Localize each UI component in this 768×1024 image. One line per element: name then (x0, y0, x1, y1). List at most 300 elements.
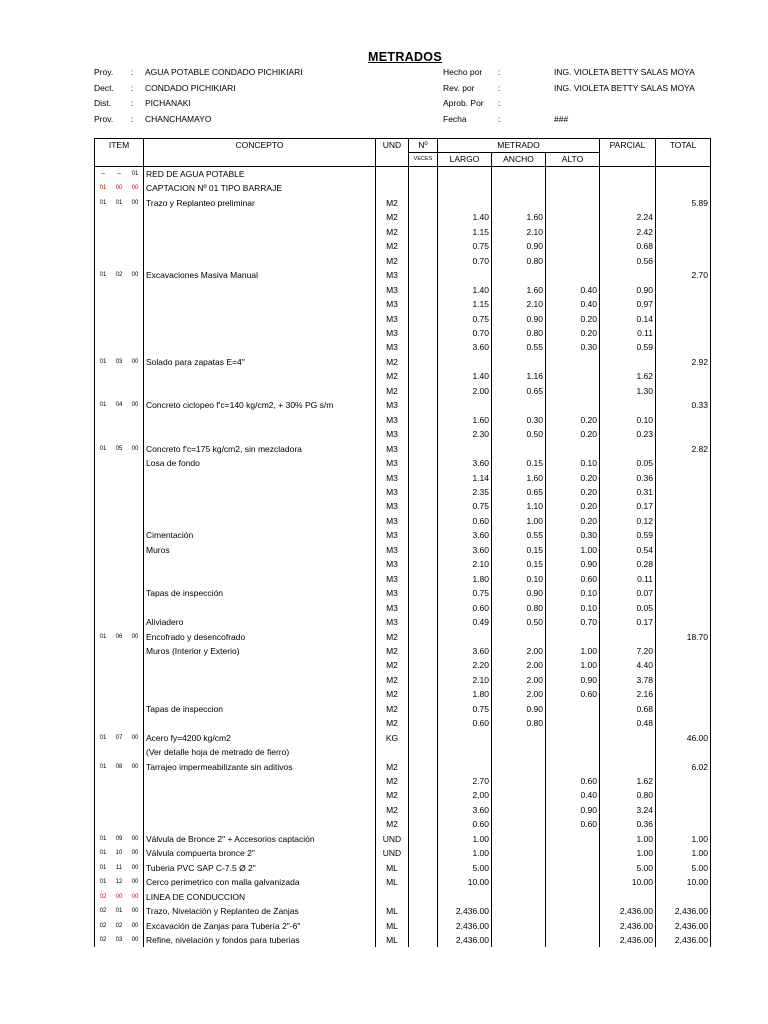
table-row (95, 644, 711, 658)
item-code (95, 658, 144, 672)
table-row (95, 543, 711, 557)
alto-cell: 0.20 (546, 485, 600, 499)
veces-cell (409, 630, 438, 644)
item-code-part: 02 (99, 893, 107, 900)
ancho-cell: 0.15 (492, 543, 546, 557)
alto-cell (546, 196, 600, 210)
veces-cell (409, 528, 438, 542)
total-cell: 5.89 (656, 196, 711, 210)
item-code-part: 10 (115, 850, 123, 857)
concepto-cell (144, 210, 376, 224)
total-cell (656, 803, 711, 817)
concepto-cell (144, 427, 376, 441)
item-code-part: 00 (131, 734, 139, 741)
item-code (95, 817, 144, 831)
veces-cell (409, 239, 438, 253)
und-cell: KG (376, 731, 409, 745)
total-cell (656, 745, 711, 759)
ancho-cell: 2.00 (492, 658, 546, 672)
parcial-cell: 0.05 (600, 456, 656, 470)
veces-cell (409, 615, 438, 629)
ancho-cell: 0.90 (492, 702, 546, 716)
und-cell: M2 (376, 774, 409, 788)
table-row (95, 586, 711, 600)
header-colon: : (498, 67, 501, 77)
und-cell: M3 (376, 312, 409, 326)
concepto-cell: Trazo y Replanteo preliminar (144, 196, 376, 210)
total-cell (656, 471, 711, 485)
und-cell: M3 (376, 557, 409, 571)
und-cell: M3 (376, 485, 409, 499)
ancho-cell: 1.16 (492, 369, 546, 383)
concepto-cell: Losa de fondo (144, 456, 376, 470)
header-colon: : (498, 113, 501, 124)
veces-cell (409, 427, 438, 441)
total-cell (656, 340, 711, 354)
parcial-cell (600, 745, 656, 759)
item-code-part: 00 (131, 402, 139, 409)
concepto-cell (144, 499, 376, 513)
veces-cell (409, 557, 438, 571)
table-row (95, 673, 711, 687)
total-cell (656, 687, 711, 701)
table-row (95, 904, 711, 918)
item-code-part: -- (101, 171, 105, 177)
parcial-cell: 0.36 (600, 471, 656, 485)
parcial-cell (600, 181, 656, 195)
table-row (95, 283, 711, 297)
concepto-cell (144, 297, 376, 311)
und-cell: M3 (376, 601, 409, 615)
concepto-cell: RED DE AGUA POTABLE (144, 167, 376, 182)
concepto-cell (144, 514, 376, 528)
parcial-cell: 0.10 (600, 413, 656, 427)
table-row (95, 760, 711, 774)
alto-cell: 0.20 (546, 312, 600, 326)
concepto-cell (144, 312, 376, 326)
item-code-part: 03 (115, 358, 123, 365)
largo-cell (438, 268, 492, 282)
largo-cell: 1.60 (438, 413, 492, 427)
parcial-cell (600, 731, 656, 745)
alto-cell: 0.90 (546, 803, 600, 817)
ancho-cell: 2.10 (492, 297, 546, 311)
parcial-cell: 0.17 (600, 499, 656, 513)
total-cell: 5.00 (656, 861, 711, 875)
alto-cell: 0.10 (546, 601, 600, 615)
total-cell: 2.92 (656, 355, 711, 369)
concepto-cell: Concreto ciclopeo f'c=140 kg/cm2, + 30% PG s/m (144, 398, 376, 412)
alto-cell (546, 919, 600, 933)
alto-cell: 0.10 (546, 586, 600, 600)
alto-cell (546, 355, 600, 369)
parcial-cell: 0.28 (600, 557, 656, 571)
veces-cell (409, 933, 438, 947)
largo-cell: 2.00 (438, 384, 492, 398)
item-code-part: 00 (131, 922, 139, 929)
parcial-cell (600, 355, 656, 369)
header-right-value: ING. VIOLETA BETTY SALAS MOYA (554, 82, 695, 93)
alto-cell (546, 167, 600, 182)
col-header-item: ITEM (95, 139, 144, 153)
parcial-cell: 0.68 (600, 239, 656, 253)
item-code-part: 12 (115, 879, 123, 886)
largo-cell: 2,436.00 (438, 933, 492, 947)
alto-cell (546, 181, 600, 195)
item-code (95, 268, 144, 282)
table-row (95, 774, 711, 788)
col-header-largo: LARGO (438, 153, 492, 167)
veces-cell (409, 355, 438, 369)
item-code-part: 01 (99, 402, 107, 409)
largo-cell: 2.10 (438, 673, 492, 687)
ancho-cell (492, 861, 546, 875)
item-code-part: 00 (131, 763, 139, 770)
total-cell (656, 543, 711, 557)
parcial-cell: 0.14 (600, 312, 656, 326)
veces-cell (409, 817, 438, 831)
item-code-part: 01 (99, 199, 107, 206)
header-value: PICHANAKI (145, 98, 191, 108)
header-right-label: Aprob. Por (443, 98, 484, 108)
concepto-cell: CAPTACION Nº 01 TIPO BARRAJE (144, 181, 376, 195)
veces-cell (409, 471, 438, 485)
item-code (95, 196, 144, 210)
parcial-cell: 0.80 (600, 788, 656, 802)
parcial-cell: 0.12 (600, 514, 656, 528)
total-cell: 1.00 (656, 832, 711, 846)
total-cell (656, 167, 711, 182)
veces-cell (409, 485, 438, 499)
ancho-cell (492, 398, 546, 412)
alto-cell: 0.60 (546, 774, 600, 788)
table-row (95, 832, 711, 846)
header-colon: : (131, 82, 134, 93)
item-code (95, 528, 144, 542)
item-code (95, 413, 144, 427)
und-cell: M3 (376, 528, 409, 542)
concepto-cell: Excavación de Zanjas para Tubería 2"-6" (144, 919, 376, 933)
concepto-cell: Cimentación (144, 528, 376, 542)
alto-cell (546, 369, 600, 383)
parcial-cell: 1.62 (600, 774, 656, 788)
alto-cell (546, 398, 600, 412)
item-code-part: 00 (131, 835, 139, 842)
ancho-cell (492, 788, 546, 802)
item-code-part: 00 (131, 272, 139, 279)
total-cell: 6.02 (656, 760, 711, 774)
ancho-cell (492, 933, 546, 947)
ancho-cell: 1.00 (492, 514, 546, 528)
alto-cell (546, 716, 600, 730)
total-cell (656, 225, 711, 239)
alto-cell: 0.60 (546, 817, 600, 831)
parcial-cell: 0.56 (600, 254, 656, 268)
concepto-cell (144, 225, 376, 239)
item-code (95, 557, 144, 571)
veces-cell (409, 297, 438, 311)
total-cell (656, 326, 711, 340)
veces-cell (409, 673, 438, 687)
largo-cell: 0.75 (438, 702, 492, 716)
veces-cell (409, 312, 438, 326)
header-label: Dist. (94, 98, 111, 108)
col-header-parcial: PARCIAL (600, 139, 656, 153)
veces-cell (409, 499, 438, 513)
largo-cell: 1.15 (438, 297, 492, 311)
concepto-cell: Acero fy=4200 kg/cm2 (144, 731, 376, 745)
total-cell (656, 514, 711, 528)
veces-cell (409, 890, 438, 904)
und-cell: M2 (376, 254, 409, 268)
parcial-cell: 2,436.00 (600, 904, 656, 918)
parcial-cell (600, 398, 656, 412)
col-header-concepto-blank (144, 153, 376, 167)
header-right-value: ING. VIOLETA BETTY SALAS MOYA (554, 67, 695, 77)
item-code-part: 00 (131, 358, 139, 365)
ancho-cell (492, 803, 546, 817)
veces-cell (409, 788, 438, 802)
total-cell: 2,436.00 (656, 904, 711, 918)
concepto-cell: Válvula compuerta bronce 2" (144, 846, 376, 860)
parcial-cell: 0.11 (600, 572, 656, 586)
total-cell (656, 644, 711, 658)
table-row (95, 181, 711, 195)
document-title: METRADOS (368, 50, 442, 64)
ancho-cell (492, 731, 546, 745)
largo-cell: 0.75 (438, 499, 492, 513)
largo-cell (438, 398, 492, 412)
veces-cell (409, 340, 438, 354)
item-code-part: 00 (131, 908, 139, 915)
item-code-part: 01 (99, 835, 107, 842)
largo-cell (438, 442, 492, 456)
ancho-cell (492, 167, 546, 182)
veces-cell (409, 514, 438, 528)
veces-cell (409, 861, 438, 875)
alto-cell: 0.20 (546, 326, 600, 340)
parcial-cell (600, 167, 656, 182)
largo-cell: 2.20 (438, 658, 492, 672)
total-cell (656, 456, 711, 470)
item-code-part: 00 (131, 864, 139, 871)
veces-cell (409, 601, 438, 615)
item-code (95, 904, 144, 918)
table-row (95, 427, 711, 441)
table-row (95, 398, 711, 412)
veces-cell (409, 181, 438, 195)
table-row (95, 615, 711, 629)
concepto-cell (144, 673, 376, 687)
ancho-cell: 0.90 (492, 312, 546, 326)
alto-cell (546, 890, 600, 904)
ancho-cell (492, 760, 546, 774)
parcial-cell: 1.30 (600, 384, 656, 398)
alto-cell (546, 846, 600, 860)
veces-cell (409, 716, 438, 730)
veces-cell (409, 731, 438, 745)
alto-cell: 0.10 (546, 456, 600, 470)
largo-cell: 0.75 (438, 312, 492, 326)
concepto-cell (144, 572, 376, 586)
item-code-part: 02 (115, 922, 123, 929)
parcial-cell: 1.62 (600, 369, 656, 383)
ancho-cell: 0.50 (492, 615, 546, 629)
table-row (95, 788, 711, 802)
total-cell (656, 485, 711, 499)
und-cell: ML (376, 933, 409, 947)
table-row (95, 875, 711, 889)
parcial-cell: 0.54 (600, 543, 656, 557)
largo-cell: 0.60 (438, 716, 492, 730)
concepto-cell: Trazo, Nivelación y Replanteo de Zanjas (144, 904, 376, 918)
parcial-cell: 0.07 (600, 586, 656, 600)
und-cell: M2 (376, 225, 409, 239)
ancho-cell: 0.15 (492, 557, 546, 571)
table-row (95, 687, 711, 701)
parcial-cell: 7.20 (600, 644, 656, 658)
veces-cell (409, 572, 438, 586)
concepto-cell (144, 326, 376, 340)
largo-cell: 1.40 (438, 283, 492, 297)
concepto-cell (144, 471, 376, 485)
concepto-cell: Encofrado y desencofrado (144, 630, 376, 644)
concepto-cell (144, 658, 376, 672)
total-cell (656, 210, 711, 224)
und-cell: ML (376, 861, 409, 875)
parcial-cell: 0.17 (600, 615, 656, 629)
und-cell: M3 (376, 543, 409, 557)
ancho-cell (492, 817, 546, 831)
parcial-cell: 0.23 (600, 427, 656, 441)
item-code (95, 456, 144, 470)
item-code (95, 601, 144, 615)
total-cell (656, 890, 711, 904)
table-row (95, 225, 711, 239)
alto-cell (546, 268, 600, 282)
item-code (95, 919, 144, 933)
item-code (95, 514, 144, 528)
veces-cell (409, 225, 438, 239)
veces-cell (409, 803, 438, 817)
ancho-cell: 0.90 (492, 586, 546, 600)
ancho-cell: 1.60 (492, 283, 546, 297)
item-code-part: 05 (115, 445, 123, 452)
parcial-cell: 5.00 (600, 861, 656, 875)
ancho-cell: 1.60 (492, 210, 546, 224)
item-code (95, 499, 144, 513)
alto-cell: 1.00 (546, 543, 600, 557)
parcial-cell: 0.59 (600, 528, 656, 542)
parcial-cell: 0.31 (600, 485, 656, 499)
concepto-cell: Aliviadero (144, 615, 376, 629)
concepto-cell: (Ver detalle hoja de metrado de fierro) (144, 745, 376, 759)
veces-cell (409, 254, 438, 268)
ancho-cell: 0.50 (492, 427, 546, 441)
largo-cell: 1.00 (438, 832, 492, 846)
veces-cell (409, 326, 438, 340)
table-row (95, 268, 711, 282)
largo-cell: 1.80 (438, 687, 492, 701)
und-cell: ML (376, 904, 409, 918)
largo-cell: 1.40 (438, 369, 492, 383)
largo-cell: 3.60 (438, 644, 492, 658)
alto-cell: 0.90 (546, 673, 600, 687)
total-cell: 10.00 (656, 875, 711, 889)
largo-cell: 0.60 (438, 817, 492, 831)
item-code (95, 471, 144, 485)
ancho-cell (492, 181, 546, 195)
und-cell: M2 (376, 369, 409, 383)
item-code-part: 01 (99, 272, 107, 279)
header-right-label: Hecho por (443, 67, 483, 77)
alto-cell: 0.30 (546, 340, 600, 354)
ancho-cell (492, 745, 546, 759)
item-code-part: 01 (99, 185, 107, 192)
ancho-cell: 0.55 (492, 340, 546, 354)
total-cell (656, 528, 711, 542)
item-code-part: 00 (115, 185, 123, 192)
alto-cell: 0.60 (546, 572, 600, 586)
concepto-cell (144, 557, 376, 571)
total-cell (656, 413, 711, 427)
und-cell: M3 (376, 268, 409, 282)
table-row (95, 413, 711, 427)
alto-cell (546, 933, 600, 947)
header-right-label: Fecha (443, 113, 467, 124)
concepto-cell: Tapas de inspección (144, 586, 376, 600)
col-header-concepto: CONCEPTO (144, 139, 376, 153)
parcial-cell (600, 760, 656, 774)
alto-cell (546, 832, 600, 846)
largo-cell: 5.00 (438, 861, 492, 875)
largo-cell: 3.60 (438, 340, 492, 354)
table-row (95, 355, 711, 369)
alto-cell (546, 225, 600, 239)
table-row (95, 702, 711, 716)
veces-cell (409, 283, 438, 297)
item-code-part: 00 (131, 879, 139, 886)
largo-cell: 1.40 (438, 210, 492, 224)
total-cell (656, 601, 711, 615)
alto-cell: 0.30 (546, 528, 600, 542)
item-code (95, 297, 144, 311)
col-header-total-blank (656, 153, 711, 167)
und-cell: M3 (376, 499, 409, 513)
ancho-cell: 1.60 (492, 471, 546, 485)
veces-cell (409, 442, 438, 456)
total-cell (656, 384, 711, 398)
col-header-und-blank (376, 153, 409, 167)
largo-cell: 10.00 (438, 875, 492, 889)
veces-cell (409, 398, 438, 412)
largo-cell: 3.60 (438, 803, 492, 817)
parcial-cell: 0.59 (600, 340, 656, 354)
header-label: Dect. (94, 82, 114, 93)
largo-cell: 2,436.00 (438, 904, 492, 918)
parcial-cell (600, 196, 656, 210)
largo-cell: 1.00 (438, 846, 492, 860)
ancho-cell: 0.80 (492, 254, 546, 268)
largo-cell: 0.75 (438, 239, 492, 253)
concepto-cell (144, 687, 376, 701)
total-cell (656, 297, 711, 311)
item-code-part: 01 (99, 850, 107, 857)
col-header-item-blank (95, 153, 144, 167)
total-cell (656, 312, 711, 326)
largo-cell: 0.70 (438, 254, 492, 268)
alto-cell (546, 745, 600, 759)
